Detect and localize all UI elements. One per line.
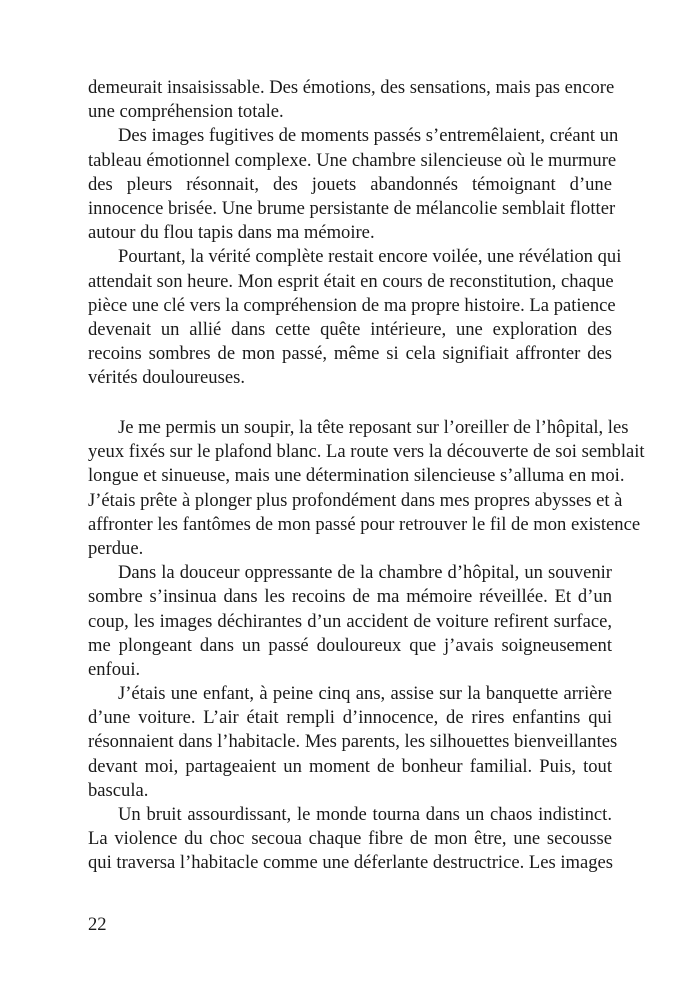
text-line: enfoui. (88, 658, 141, 680)
text-line: Dans la douceur oppressante de la chambre d’hôpital, un souvenir (118, 562, 612, 584)
text-line: demeurait insaisissable. Des émotions, des sensations, mais pas encore (88, 77, 615, 98)
text-line: longue et sinueuse, mais une détermination silencieuse s’alluma en moi. (88, 465, 625, 487)
text-line: innocence brisée. Une brume persistante de mélancolie semblait flotter (88, 197, 616, 219)
text-line: J’étais prête à plonger plus profondément dans mes propres abysses et à (88, 489, 623, 511)
paragraph (88, 682, 618, 803)
text-line: sombre s’insinua dans les recoins de ma mémoire réveillée. Et d’un (88, 586, 612, 608)
text-line: yeux fixés sur le plafond blanc. La route vers la découverte de soi semblait (88, 441, 645, 463)
text-line: Des images fugitives de moments passés s’entremêlaient, créant un (118, 125, 619, 147)
paragraph (88, 76, 615, 124)
text-line: J’étais une enfant, à peine cinq ans, assise sur la banquette arrière (118, 683, 612, 705)
text-line: recoins sombres de mon passé, même si cela signifiait affronter des (88, 343, 612, 365)
text-line: affronter les fantômes de mon passé pour retrouver le fil de mon existence (88, 513, 641, 535)
text-line: qui traversa l’habitacle comme une déferlante destructrice. Les images (88, 852, 614, 874)
text-line: me plongeant dans un passé douloureux que j’avais soigneusement (88, 634, 612, 656)
text-line: d’une voiture. L’air était rempli d’innocence, de rires enfantins qui (88, 707, 612, 729)
text-line: autour du flou tapis dans ma mémoire. (88, 222, 375, 244)
text-line: des pleurs résonnait, des jouets abandonnés témoignant d’une (88, 173, 612, 195)
paragraph (88, 416, 645, 561)
text-section-2 (88, 416, 645, 876)
paragraph (88, 803, 612, 876)
text-line: devant moi, partageaient un moment de bonheur familial. Puis, tout (88, 755, 612, 777)
text-line: coup, les images déchirantes d’un accident de voiture refirent surface, (88, 610, 612, 632)
paragraph (88, 124, 619, 245)
text-line: attendait son heure. Mon esprit était en cours de reconstitution, chaque (88, 270, 614, 292)
page-number: 22 (88, 914, 107, 935)
text-section-1 (88, 76, 622, 390)
text-line: une compréhension totale. (88, 101, 284, 123)
paragraph (88, 561, 612, 682)
paragraph (88, 245, 622, 390)
text-line: bascula. (88, 779, 149, 801)
text-line: pièce une clé vers la compréhension de ma propre histoire. La patience (88, 294, 616, 316)
text-line: perdue. (88, 537, 144, 559)
text-line: résonnaient dans l’habitacle. Mes parents, les silhouettes bienveillantes (88, 731, 618, 753)
text-line: Je me permis un soupir, la tête reposant sur l’oreiller de l’hôpital, les (118, 417, 629, 438)
text-line: devenait un allié dans cette quête intérieure, une exploration des (88, 318, 612, 340)
text-line: vérités douloureuses. (88, 367, 245, 389)
text-line: tableau émotionnel complexe. Une chambre silencieuse où le murmure (88, 149, 617, 171)
text-line: Un bruit assourdissant, le monde tourna dans un chaos indistinct. (118, 804, 612, 825)
text-line: La violence du choc secoua chaque fibre de mon être, une secousse (88, 828, 612, 850)
text-line: Pourtant, la vérité complète restait encore voilée, une révélation qui (118, 246, 622, 268)
